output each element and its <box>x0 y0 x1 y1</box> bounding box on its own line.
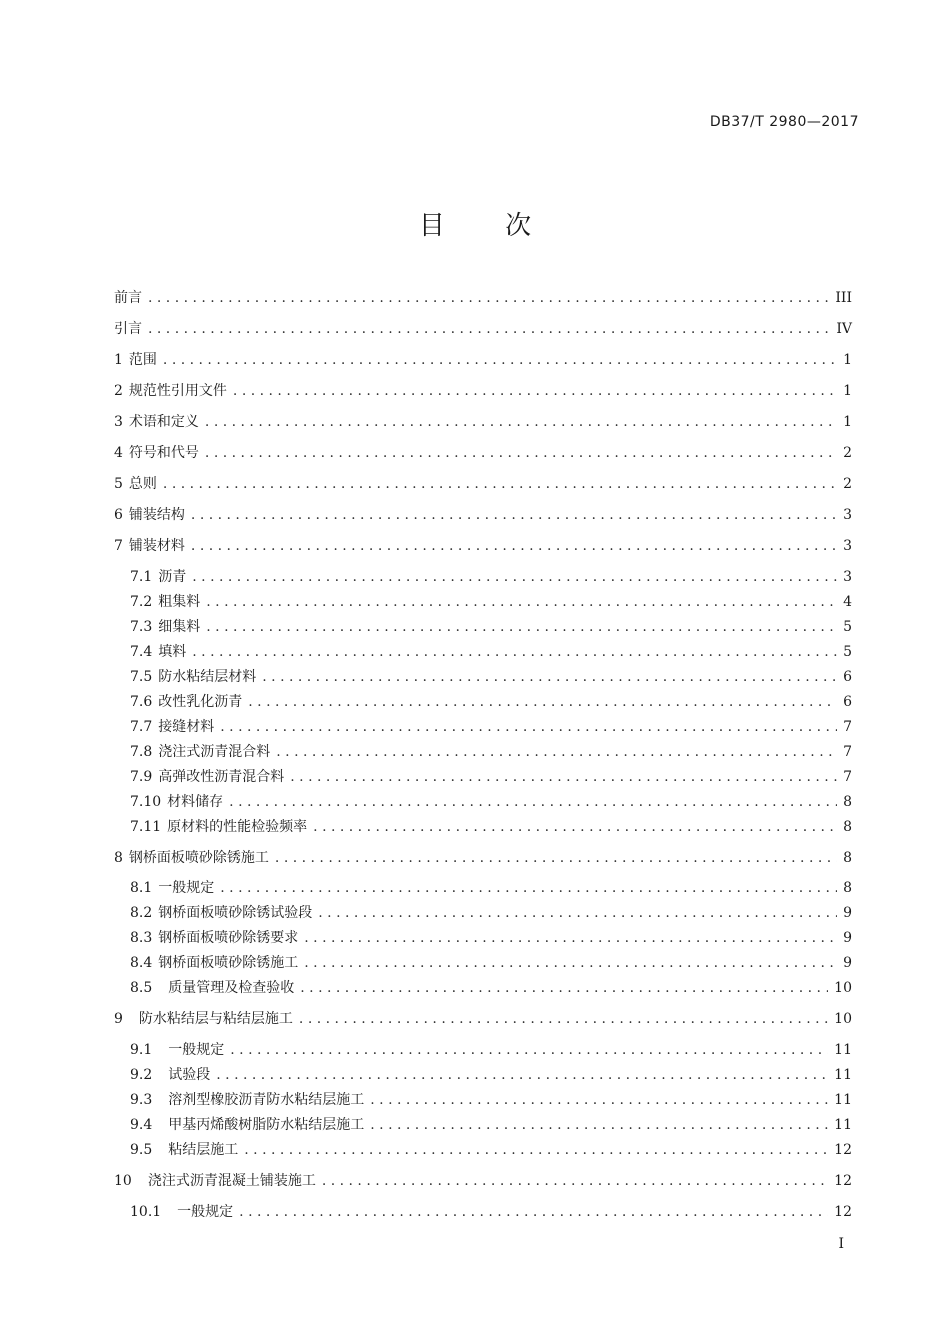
dot-leader <box>206 617 837 637</box>
dot-leader <box>163 474 837 494</box>
dot-leader <box>262 667 837 687</box>
toc-entry[interactable] <box>114 1171 852 1191</box>
toc-entry-page: III <box>835 290 852 306</box>
toc-entry-number: 10.1 <box>130 1204 162 1220</box>
toc-entry[interactable] <box>114 350 852 370</box>
toc-entry[interactable] <box>130 1115 852 1135</box>
toc-entry[interactable] <box>114 412 852 432</box>
toc-entry-page: 5 <box>843 619 852 635</box>
toc-entry[interactable] <box>130 567 852 587</box>
toc-entry[interactable] <box>130 667 852 687</box>
dot-leader <box>370 1115 828 1135</box>
toc-entry-number: 7.8 <box>130 744 153 760</box>
toc-entry-page: 3 <box>843 507 852 523</box>
dot-leader <box>148 288 829 308</box>
dot-leader <box>318 903 837 923</box>
toc-entry-label: 材料储存 <box>167 794 224 810</box>
toc-entry[interactable] <box>130 617 852 637</box>
toc-entry-page: 10 <box>834 1011 852 1027</box>
toc-entry[interactable] <box>130 1065 852 1085</box>
toc-entry-label: 铺装材料 <box>128 538 185 554</box>
toc-entry-number: 7 <box>114 538 123 554</box>
dot-leader <box>216 1065 828 1085</box>
toc-entry[interactable] <box>130 928 852 948</box>
toc-entry[interactable] <box>130 903 852 923</box>
toc-entry-number: 4 <box>114 445 123 461</box>
toc-entry-label: 前言 <box>114 290 142 306</box>
toc-entry-label: 试验段 <box>168 1067 211 1083</box>
toc-entry-page: 11 <box>834 1117 852 1133</box>
dot-leader <box>290 767 837 787</box>
toc-entry-page: 9 <box>843 930 852 946</box>
toc-entry-number: 8.3 <box>130 930 153 946</box>
toc-entry-label: 一般规定 <box>168 1042 225 1058</box>
toc-entry[interactable] <box>130 642 852 662</box>
toc-entry[interactable] <box>114 381 852 401</box>
toc-entry-label: 钢桥面板喷砂除锈试验段 <box>158 905 313 921</box>
toc-entry-label: 一般规定 <box>158 880 215 896</box>
toc-entry-page: 7 <box>843 744 852 760</box>
toc-entry-page: IV <box>836 321 852 337</box>
toc-entry-number: 6 <box>114 507 123 523</box>
dot-leader <box>322 1171 828 1191</box>
dot-leader <box>244 1140 828 1160</box>
dot-leader <box>220 878 837 898</box>
toc-entry-number: 9.3 <box>130 1092 153 1108</box>
toc-entry[interactable] <box>130 1040 852 1060</box>
toc-entry[interactable] <box>130 978 852 998</box>
toc-entry-number: 8.4 <box>130 955 153 971</box>
toc-entry-page: 7 <box>843 719 852 735</box>
toc-entry-number: 7.11 <box>130 819 162 835</box>
toc-entry-label: 铺装结构 <box>128 507 185 523</box>
dot-leader <box>205 412 837 432</box>
toc-entry-number: 7.10 <box>130 794 162 810</box>
toc-entry[interactable] <box>114 505 852 525</box>
toc-entry-number: 8.2 <box>130 905 153 921</box>
toc-entry-label: 防水粘结层与粘结层施工 <box>138 1011 293 1027</box>
toc-entry-page: 3 <box>843 569 852 585</box>
toc-entry-label: 钢桥面板喷砂除锈施工 <box>128 850 269 866</box>
toc-entry-page: 11 <box>834 1042 852 1058</box>
toc-entry-number: 8 <box>114 850 123 866</box>
toc-entry[interactable] <box>130 817 852 837</box>
toc-entry[interactable] <box>130 692 852 712</box>
toc-entry-number: 9.5 <box>130 1142 153 1158</box>
dot-leader <box>191 536 837 556</box>
toc-entry-label: 甲基丙烯酸树脂防水粘结层施工 <box>168 1117 365 1133</box>
toc-entry[interactable] <box>130 953 852 973</box>
dot-leader <box>229 792 837 812</box>
toc-entry[interactable] <box>130 742 852 762</box>
page-number: I <box>838 1236 844 1252</box>
toc-entry[interactable] <box>130 767 852 787</box>
dot-leader <box>148 319 830 339</box>
toc-entry-label: 引言 <box>114 321 142 337</box>
toc-entry-page: 5 <box>843 644 852 660</box>
toc-entry[interactable] <box>114 1009 852 1029</box>
toc-entry[interactable] <box>130 1202 852 1222</box>
dot-leader <box>192 567 837 587</box>
toc-entry-page: 11 <box>834 1067 852 1083</box>
toc-entry-number: 7.1 <box>130 569 153 585</box>
toc-entry-page: 4 <box>843 594 852 610</box>
toc-entry-number: 7.9 <box>130 769 153 785</box>
toc-entry-number: 9.1 <box>130 1042 153 1058</box>
toc-entry-page: 8 <box>843 819 852 835</box>
toc-entry-page: 8 <box>843 880 852 896</box>
toc-entry-number: 7.7 <box>130 719 153 735</box>
toc-entry-label: 浇注式沥青混合料 <box>158 744 271 760</box>
toc-entry-label: 术语和定义 <box>128 414 199 430</box>
toc-entry[interactable] <box>130 717 852 737</box>
toc-entry-page: 10 <box>834 980 852 996</box>
toc-entry-page: 3 <box>843 538 852 554</box>
toc-entry[interactable] <box>130 592 852 612</box>
toc-entry-label: 总则 <box>128 476 157 492</box>
toc-entry-number: 7.3 <box>130 619 153 635</box>
toc-entry-number: 2 <box>114 383 123 399</box>
toc-entry-number: 7.2 <box>130 594 153 610</box>
toc-entry-page: 1 <box>843 414 852 430</box>
toc-entry-number: 8.1 <box>130 880 153 896</box>
dot-leader <box>275 848 837 868</box>
toc-entry-page: 6 <box>843 669 852 685</box>
toc-entry-label: 细集料 <box>158 619 201 635</box>
toc-entry[interactable] <box>114 319 852 339</box>
toc-entry-page: 7 <box>843 769 852 785</box>
toc-entry-page: 6 <box>843 694 852 710</box>
toc-entry-label: 粘结层施工 <box>168 1142 239 1158</box>
toc-entry-page: 2 <box>843 476 852 492</box>
toc-entry[interactable] <box>114 474 852 494</box>
dot-leader <box>313 817 837 837</box>
toc-entry-number: 8.5 <box>130 980 153 996</box>
toc-entry-page: 9 <box>843 955 852 971</box>
toc-entry-label: 质量管理及检查验收 <box>168 980 295 996</box>
toc-entry-label: 改性乳化沥青 <box>158 694 243 710</box>
toc-entry-number: 7.6 <box>130 694 153 710</box>
dot-leader <box>248 692 837 712</box>
dot-leader <box>233 381 837 401</box>
dot-leader <box>299 1009 828 1029</box>
dot-leader <box>239 1202 828 1222</box>
toc-entry-label: 溶剂型橡胶沥青防水粘结层施工 <box>168 1092 365 1108</box>
toc-entry-page: 9 <box>843 905 852 921</box>
table-of-contents <box>114 0 852 1344</box>
toc-entry[interactable] <box>114 288 852 308</box>
toc-entry-label: 填料 <box>158 644 187 660</box>
toc-entry[interactable] <box>130 878 852 898</box>
toc-entry-page: 8 <box>843 794 852 810</box>
dot-leader <box>370 1090 828 1110</box>
document-code: DB37/T 2980—2017 <box>709 114 859 130</box>
toc-entry-page: 1 <box>843 383 852 399</box>
toc-entry-label: 钢桥面板喷砂除锈要求 <box>158 930 299 946</box>
toc-entry-label: 高弹改性沥青混合料 <box>158 769 285 785</box>
toc-entry-number: 3 <box>114 414 123 430</box>
toc-entry-label: 原材料的性能检验频率 <box>167 819 308 835</box>
toc-entry-page: 8 <box>843 850 852 866</box>
toc-entry[interactable] <box>130 1140 852 1160</box>
toc-entry-label: 浇注式沥青混凝土铺装施工 <box>147 1173 316 1189</box>
dot-leader <box>220 717 837 737</box>
dot-leader <box>304 928 837 948</box>
dot-leader <box>205 443 837 463</box>
toc-entry[interactable] <box>130 792 852 812</box>
toc-entry[interactable] <box>114 536 852 556</box>
toc-entry-number: 1 <box>114 352 123 368</box>
toc-entry-label: 一般规定 <box>177 1204 234 1220</box>
toc-entry-label: 范围 <box>128 352 157 368</box>
toc-entry-label: 防水粘结层材料 <box>158 669 257 685</box>
dot-leader <box>192 642 837 662</box>
toc-entry-label: 粗集料 <box>158 594 201 610</box>
toc-entry-label: 规范性引用文件 <box>128 383 227 399</box>
toc-entry-label: 沥青 <box>158 569 187 585</box>
toc-entry[interactable] <box>114 443 852 463</box>
toc-entry-label: 钢桥面板喷砂除锈施工 <box>158 955 299 971</box>
dot-leader <box>191 505 837 525</box>
dot-leader <box>206 592 837 612</box>
dot-leader <box>304 953 837 973</box>
toc-entry-page: 12 <box>834 1142 852 1158</box>
toc-entry[interactable] <box>114 848 852 868</box>
dot-leader <box>300 978 828 998</box>
toc-entry-number: 9.2 <box>130 1067 153 1083</box>
toc-entry-number: 10 <box>114 1173 132 1189</box>
toc-entry-number: 9.4 <box>130 1117 153 1133</box>
toc-entry-page: 12 <box>834 1204 852 1220</box>
toc-entry-number: 7.5 <box>130 669 153 685</box>
toc-entry-label: 接缝材料 <box>158 719 215 735</box>
toc-entry[interactable] <box>130 1090 852 1110</box>
dot-leader <box>276 742 837 762</box>
toc-entry-page: 12 <box>834 1173 852 1189</box>
page-title: 目 次 <box>418 211 558 241</box>
toc-entry-label: 符号和代号 <box>128 445 199 461</box>
toc-entry-number: 9 <box>114 1011 123 1027</box>
toc-entry-number: 5 <box>114 476 123 492</box>
toc-entry-page: 1 <box>843 352 852 368</box>
toc-entry-page: 11 <box>834 1092 852 1108</box>
toc-entry-page: 2 <box>843 445 852 461</box>
dot-leader <box>163 350 837 370</box>
dot-leader <box>230 1040 828 1060</box>
toc-entry-number: 7.4 <box>130 644 153 660</box>
